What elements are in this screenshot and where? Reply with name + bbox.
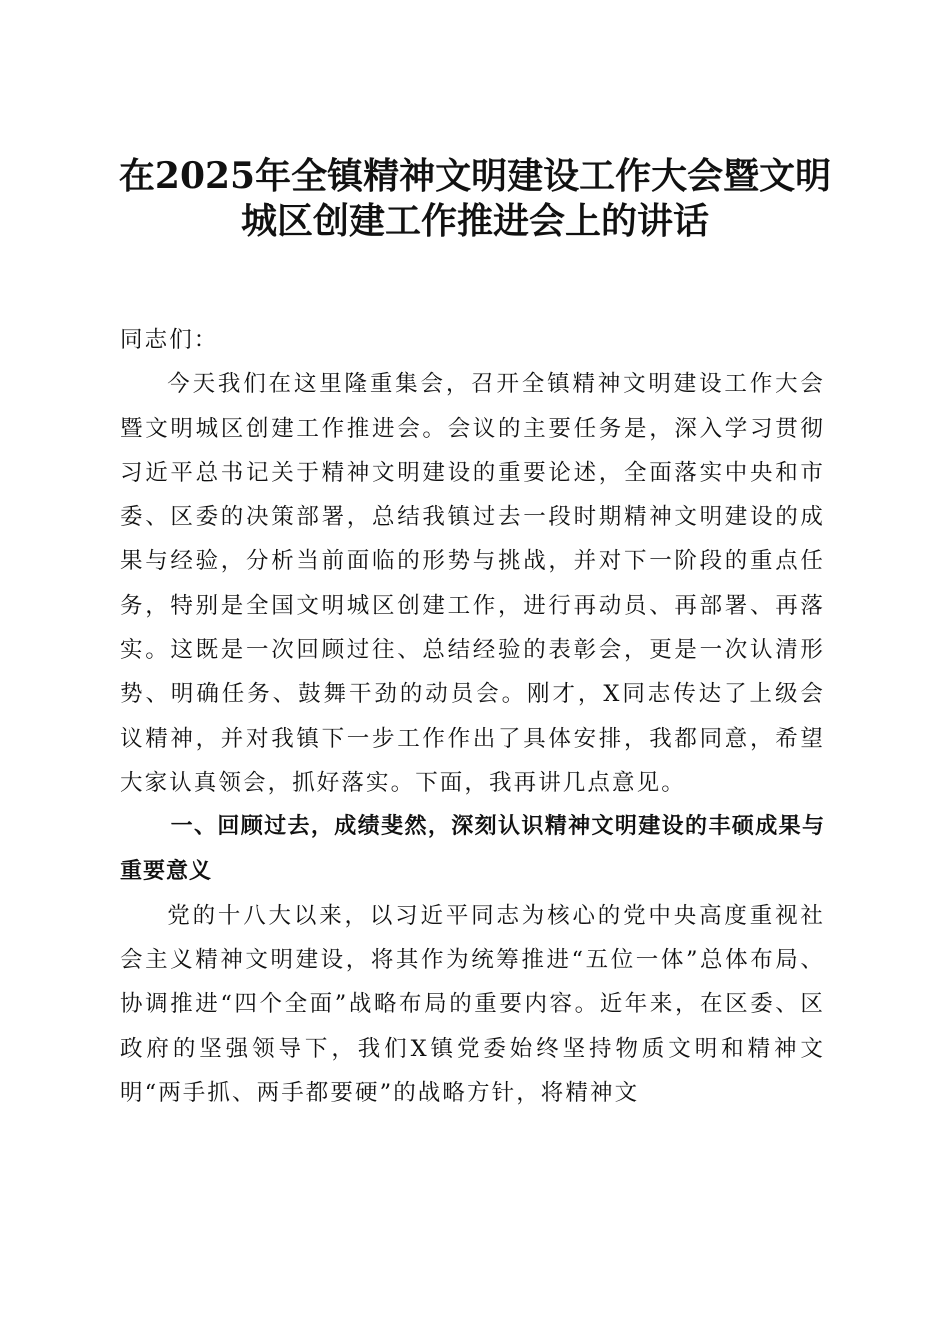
greeting: 同志们： [120,327,219,353]
document-title [110,154,840,244]
paragraph-section-1: 党的十八大以来，以习近平同志为核心的党中央高度重视社会主义精神文明建设，将其作为统筹推进“五位一体”总体布局、协调推进“四个全面”战略布局的重要内容。近年来，在区委、区政府的坚强领导下，我们X镇党委始终坚持物质文明和精神文明“两手抓、两手都要硬”的战略方针，将精神文 [120,902,825,1107]
paragraph-intro: 今天我们在这里隆重集会，召开全镇精神文明建设工作大会暨文明城区创建工作推进会。会议的主要任务是，深入学习贯彻习近平总书记关于精神文明建设的重要论述，全面落实中央和市委、区委的决策部署，总结我镇过去一段时期精神文明建设的成果与经验，分析当前面临的形势与挑战，并对下一阶段的重点任务，特别是全国文明城区创建工作，进行再动员、再部署、再落实。这既是一次回顾过往、总结经验的表彰会，更是一次认清形势、明确任务、鼓舞干劲的动员会。刚才，X同志传达了上级会议精神，并对我镇下一步工作作出了具体安排，我都同意，希望大家认真领会，抓好落实。下面，我再讲几点意见。 [120,371,825,796]
title-line-1: 在2025年全镇精神文明建设工作大会暨文明 [118,155,832,197]
title-line-2: 城区创建工作推进会上的讲话 [240,200,709,242]
document-body [120,318,825,1115]
section-heading-1: 一、回顾过去，成绩斐然，深刻认识精神文明建设的丰硕成果与重要意义 [120,814,825,884]
